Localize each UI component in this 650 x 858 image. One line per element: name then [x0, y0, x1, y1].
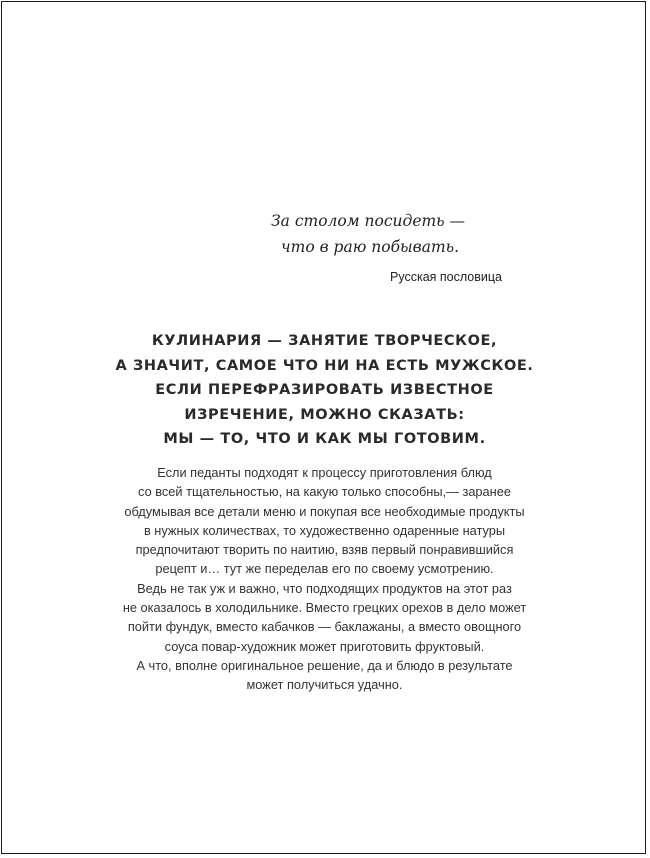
body-line: предпочитают творить по наитию, взяв первый понравившийся: [135, 542, 514, 558]
body-line: может получиться удачно.: [246, 677, 403, 693]
body-line: обдумывая все детали меню и покупая все необходимые продукты: [124, 503, 525, 519]
headline: [2, 329, 647, 452]
headline-line: А ЗНАЧИТ, САМОЕ ЧТО НИ НА ЕСТЬ МУЖСКОЕ.: [115, 357, 534, 374]
book-page: [1, 1, 646, 854]
body-line: соуса повар-художник может приготовить фруктовый.: [164, 638, 485, 654]
epigraph-line: За столом посидеть —: [271, 212, 466, 230]
body-line: Если педанты подходят к процессу приготовления блюд: [157, 465, 492, 480]
headline-line: КУЛИНАРИЯ — ЗАНЯТИЕ ТВОРЧЕСКОЕ,: [151, 333, 498, 349]
headline-line: ЕСЛИ ПЕРЕФРАЗИРОВАТЬ ИЗВЕСТНОЕ: [155, 382, 494, 398]
epigraph-line: что в раю побывать.: [281, 238, 460, 256]
body-line: не оказалось в холодильнике. Вместо грецких орехов в дело может: [122, 600, 527, 616]
body-line: в нужных количествах, то художественно одаренные натуры: [143, 522, 506, 538]
body-line: пойти фундук, вместо кабачков — баклажаны, а вместо овощного: [127, 619, 522, 635]
body-line: рецепт и… тут же переделав его по своему усмотрению.: [155, 561, 494, 577]
headline-line: МЫ — ТО, ЧТО И КАК МЫ ГОТОВИМ.: [163, 431, 486, 447]
headline-line: ИЗРЕЧЕНИЕ, МОЖНО СКАЗАТЬ:: [184, 406, 465, 423]
body-paragraph: [2, 463, 647, 695]
body-line: Ведь не так уж и важно, что подходящих продуктов на этот раз: [137, 580, 512, 596]
body-line: со всей тщательностью, на какую только способны,— заранее: [138, 484, 511, 500]
epigraph-source: Русская пословица: [390, 270, 502, 284]
body-line: А что, вполне оригинальное решение, да и блюдо в результате: [136, 657, 513, 673]
